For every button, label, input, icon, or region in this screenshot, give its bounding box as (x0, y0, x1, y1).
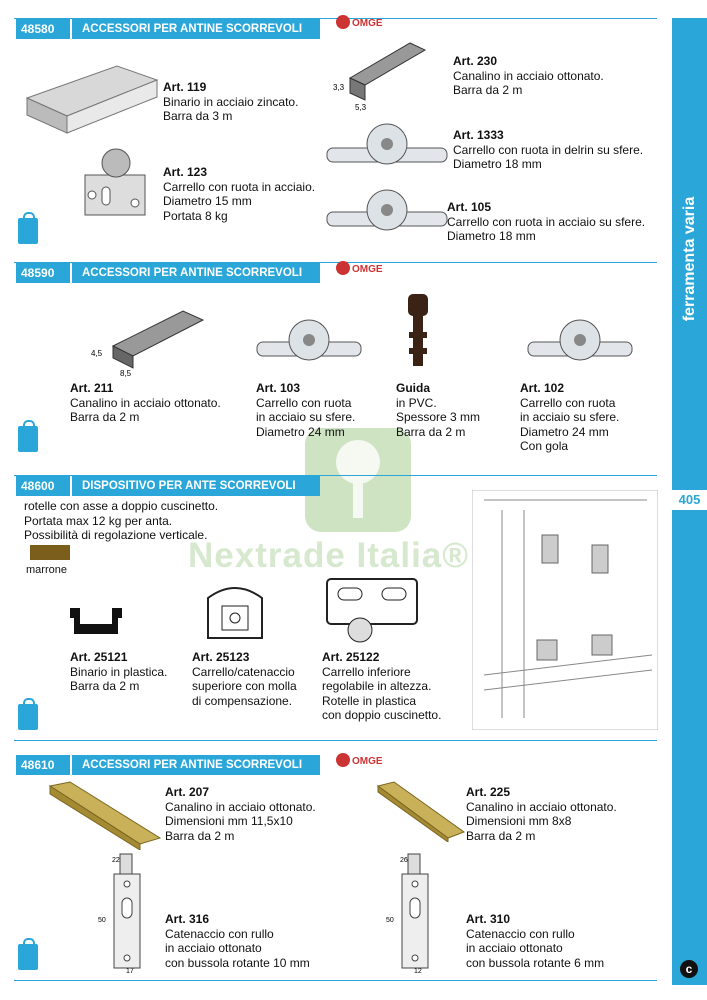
latch-316-image (96, 852, 162, 974)
channel-225-image (376, 780, 466, 842)
watermark: Nextrade Italia® (188, 536, 470, 575)
carriage-102-image (526, 318, 636, 368)
shopping-bag-icon (18, 704, 38, 730)
svg-text:OMGE: OMGE (352, 18, 383, 29)
watermark-tree-logo (305, 428, 411, 532)
svg-text:OMGE: OMGE (352, 756, 383, 767)
channel-230-image (330, 38, 450, 113)
section-header-48610 (16, 755, 320, 775)
carriage-103-image (255, 318, 365, 368)
section-code: 48590 (16, 263, 72, 283)
svg-text:12: 12 (414, 968, 422, 974)
svg-text:22: 22 (112, 857, 120, 864)
product-207: Art. 207 Canalino in acciaio ottonato. Dimensioni mm 11,5x10 Barra da 2 m (165, 785, 316, 843)
corner-c-icon: c (680, 960, 698, 978)
section-divider (14, 740, 657, 741)
section-code: 48580 (16, 19, 72, 39)
section-header-48590 (16, 263, 320, 283)
svg-text:26: 26 (400, 857, 408, 864)
svg-text:3,3: 3,3 (333, 83, 345, 92)
section-48600-intro: rotelle con asse a doppio cuscinetto. Portata max 12 kg per anta. Possibilità di regolazione verticale. (24, 499, 219, 542)
guide-pvc-image (396, 292, 466, 370)
product-105: Art. 105 Carrello con ruota in acciaio su sfere. Diametro 18 mm (447, 200, 646, 243)
product-25121: Art. 25121 Binario in plastica. Barra da 2 m (70, 650, 168, 693)
product-225: Art. 225 Canalino in acciaio ottonato. Dimensioni mm 8x8 Barra da 2 m (466, 785, 617, 843)
svg-text:17: 17 (126, 968, 134, 974)
section-code: 48600 (16, 476, 72, 496)
product-103: Art. 103 Carrello con ruota in acciaio su sfere. Diametro 24 mm (256, 381, 356, 439)
product-guida: Guida in PVC. Spessore 3 mm Barra da 2 m (396, 381, 481, 439)
carriage-123-image (80, 145, 155, 225)
section-title: ACCESSORI PER ANTINE SCORREVOLI (72, 19, 320, 39)
omge-logo (335, 260, 397, 276)
omge-logo (335, 752, 397, 768)
svg-text:50: 50 (98, 917, 106, 924)
svg-text:50: 50 (386, 917, 394, 924)
shopping-bag-icon (18, 426, 38, 452)
carriage-105-image (325, 188, 450, 238)
section-code: 48610 (16, 755, 72, 775)
page-number: 405 (672, 490, 707, 510)
svg-text:4,5: 4,5 (91, 349, 103, 358)
product-310: Art. 310 Catenaccio con rullo in acciaio ottonato con bussola rotante 6 mm (466, 912, 605, 970)
product-230: Art. 230 Canalino in acciaio ottonato. Barra da 2 m (453, 54, 604, 97)
color-swatch (30, 545, 70, 560)
section-title: ACCESSORI PER ANTINE SCORREVOLI (72, 755, 320, 775)
section-divider (14, 980, 657, 981)
color-swatch-label: marrone (26, 564, 67, 576)
product-316: Art. 316 Catenaccio con rullo in acciaio ottonato con bussola rotante 10 mm (165, 912, 310, 970)
svg-text:8,5: 8,5 (120, 369, 132, 378)
svg-text:5,3: 5,3 (355, 103, 367, 112)
svg-text:OMGE: OMGE (352, 264, 383, 275)
carriage-25123-image (200, 578, 270, 646)
product-1333: Art. 1333 Carrello con ruota in delrin su sfere. Diametro 18 mm (453, 128, 644, 171)
carriage-1333-image (325, 120, 450, 170)
rail-25121-image (66, 604, 126, 640)
product-25123: Art. 25123 Carrello/catenaccio superiore con molla di compensazione. (192, 650, 297, 708)
shopping-bag-icon (18, 218, 38, 244)
product-25122: Art. 25122 Carrello inferiore regolabile in altezza. Rotelle in plastica con doppio cuscinetto. (322, 650, 442, 722)
section-title: DISPOSITIVO PER ANTE SCORREVOLI (72, 476, 320, 496)
latch-310-image (384, 852, 450, 974)
channel-211-image (88, 306, 218, 378)
product-123: Art. 123 Carrello con ruota in acciaio. Diametro 15 mm Portata 8 kg (163, 165, 316, 223)
product-211: Art. 211 Canalino in acciaio ottonato. Barra da 2 m (70, 381, 221, 424)
sidebar-category: ferramenta varia (681, 196, 698, 322)
installation-diagram-image (472, 490, 658, 730)
section-header-48600 (16, 476, 320, 496)
product-119: Art. 119 Binario in acciaio zincato. Barra da 3 m (163, 80, 299, 123)
carriage-25122-image (322, 574, 422, 648)
product-102: Art. 102 Carrello con ruota in acciaio su sfere. Diametro 24 mm Con gola (520, 381, 620, 453)
omge-logo (335, 14, 397, 30)
shopping-bag-icon (18, 944, 38, 970)
channel-207-image (48, 780, 163, 850)
rail-119-image (22, 58, 162, 143)
section-header-48580 (16, 19, 320, 39)
section-title: ACCESSORI PER ANTINE SCORREVOLI (72, 263, 320, 283)
